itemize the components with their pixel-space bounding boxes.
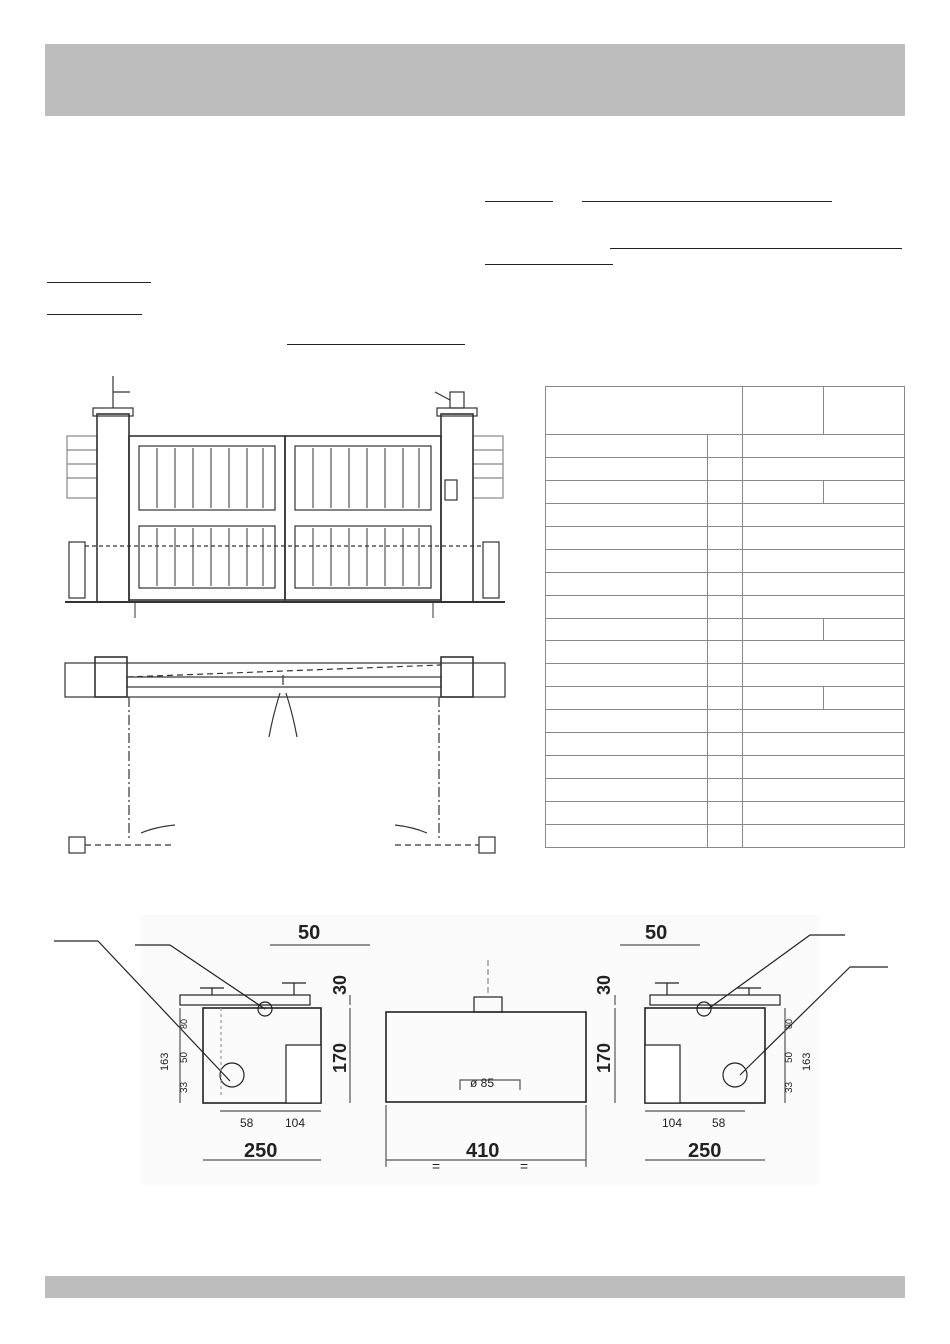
- table-cell: [546, 503, 708, 526]
- text-underline: [582, 201, 832, 202]
- table-cell: [707, 503, 742, 526]
- table-row: [546, 779, 905, 802]
- dim-right-250: 250: [688, 1140, 722, 1162]
- text-underline: [485, 201, 553, 202]
- table-cell: [707, 779, 742, 802]
- table-cell: [707, 756, 742, 779]
- table-cell: [707, 480, 742, 503]
- table-cell: [707, 549, 742, 572]
- table-row: [546, 549, 905, 572]
- table-header-cell: [743, 387, 824, 435]
- table-row: [546, 802, 905, 825]
- dim-right-80: 80: [784, 1018, 794, 1029]
- table-cell: [743, 824, 905, 847]
- dim-right-170: 170: [594, 1042, 614, 1073]
- table-cell: [707, 687, 742, 710]
- dim-right-50b: 50: [784, 1051, 795, 1063]
- table-cell: [743, 526, 905, 549]
- table-row: [546, 641, 905, 664]
- table-cell: [546, 595, 708, 618]
- table-cell: [824, 618, 905, 641]
- dim-left-50: 50: [298, 922, 321, 944]
- table-cell: [743, 756, 905, 779]
- table-row: [546, 503, 905, 526]
- gate-plan-drawing: [55, 645, 515, 870]
- dim-center-410: 410: [466, 1140, 500, 1162]
- dim-right-30: 30: [594, 974, 614, 995]
- table-cell: [546, 435, 708, 458]
- table-cell: [546, 480, 708, 503]
- table-cell: [707, 824, 742, 847]
- table-row: [546, 435, 905, 458]
- table-cell: [707, 802, 742, 825]
- table-row: [546, 664, 905, 687]
- table-row: [546, 618, 905, 641]
- table-row: [546, 595, 905, 618]
- table-cell: [824, 687, 905, 710]
- table-header-cell: [824, 387, 905, 435]
- table-cell: [707, 526, 742, 549]
- dim-left-163: 163: [159, 1052, 171, 1071]
- table-cell: [707, 733, 742, 756]
- text-underline: [47, 282, 151, 283]
- table-cell: [743, 664, 905, 687]
- dim-left-58: 58: [240, 1116, 254, 1130]
- brick-wall-right: [473, 436, 503, 498]
- table-row: [546, 710, 905, 733]
- text-underline: [287, 344, 465, 345]
- table-cell: [743, 572, 905, 595]
- table-cell: [707, 641, 742, 664]
- table-cell: [546, 549, 708, 572]
- table-cell: [707, 572, 742, 595]
- spec-table: [545, 386, 905, 848]
- header-band: [45, 44, 905, 116]
- text-underline: [47, 314, 142, 315]
- text-underline: [610, 248, 902, 249]
- table-cell: [546, 641, 708, 664]
- dim-center-eq-right: =: [520, 1158, 529, 1174]
- dim-right-50: 50: [645, 922, 668, 944]
- table-cell: [546, 824, 708, 847]
- table-cell: [743, 503, 905, 526]
- dim-left-30: 30: [330, 974, 350, 995]
- table-cell: [707, 618, 742, 641]
- table-cell: [546, 756, 708, 779]
- dim-left-80: 80: [179, 1018, 189, 1029]
- table-cell: [546, 687, 708, 710]
- table-row: [546, 733, 905, 756]
- table-header-cell: [546, 387, 743, 435]
- table-cell: [707, 710, 742, 733]
- table-row: [546, 572, 905, 595]
- table-cell: [743, 435, 905, 458]
- table-cell: [743, 549, 905, 572]
- table-cell: [743, 733, 905, 756]
- table-cell: [546, 457, 708, 480]
- dim-left-50b: 50: [179, 1051, 190, 1063]
- dim-right-58: 58: [712, 1116, 726, 1130]
- dim-center-eq-left: =: [432, 1158, 441, 1174]
- dim-left-33: 33: [179, 1081, 190, 1093]
- dim-center-hole: ø 85: [470, 1076, 495, 1090]
- dim-left-170: 170: [330, 1042, 350, 1073]
- table-cell: [546, 664, 708, 687]
- table-cell: [743, 802, 905, 825]
- table-row: [546, 526, 905, 549]
- table-cell: [707, 595, 742, 618]
- table-cell: [743, 779, 905, 802]
- table-cell: [743, 595, 905, 618]
- table-cell: [707, 457, 742, 480]
- table-cell: [743, 457, 905, 480]
- brick-wall-left: [67, 436, 97, 498]
- table-row: [546, 687, 905, 710]
- table-row: [546, 457, 905, 480]
- table-row: [546, 756, 905, 779]
- table-cell: [546, 572, 708, 595]
- table-cell: [743, 618, 824, 641]
- table-cell: [546, 802, 708, 825]
- dim-right-33: 33: [784, 1081, 795, 1093]
- dim-left-250: 250: [244, 1140, 278, 1162]
- footer-band: [45, 1276, 905, 1298]
- table-cell: [743, 687, 824, 710]
- dim-left-104: 104: [285, 1116, 306, 1130]
- table-header-row: [546, 387, 905, 435]
- table-cell: [707, 435, 742, 458]
- table-cell: [546, 733, 708, 756]
- dim-right-104: 104: [662, 1116, 683, 1130]
- table-cell: [546, 779, 708, 802]
- table-cell: [707, 664, 742, 687]
- table-row: [546, 480, 905, 503]
- table-cell: [546, 526, 708, 549]
- table-cell: [546, 710, 708, 733]
- spec-table-body: [546, 435, 905, 848]
- dim-right-163: 163: [801, 1052, 813, 1071]
- table-cell: [546, 618, 708, 641]
- dimension-drawing: [40, 905, 910, 1195]
- text-underline: [485, 264, 613, 265]
- table-cell: [743, 641, 905, 664]
- table-cell: [743, 710, 905, 733]
- table-cell: [743, 480, 824, 503]
- table-cell: [824, 480, 905, 503]
- table-row: [546, 824, 905, 847]
- gate-elevation-drawing: [55, 370, 515, 620]
